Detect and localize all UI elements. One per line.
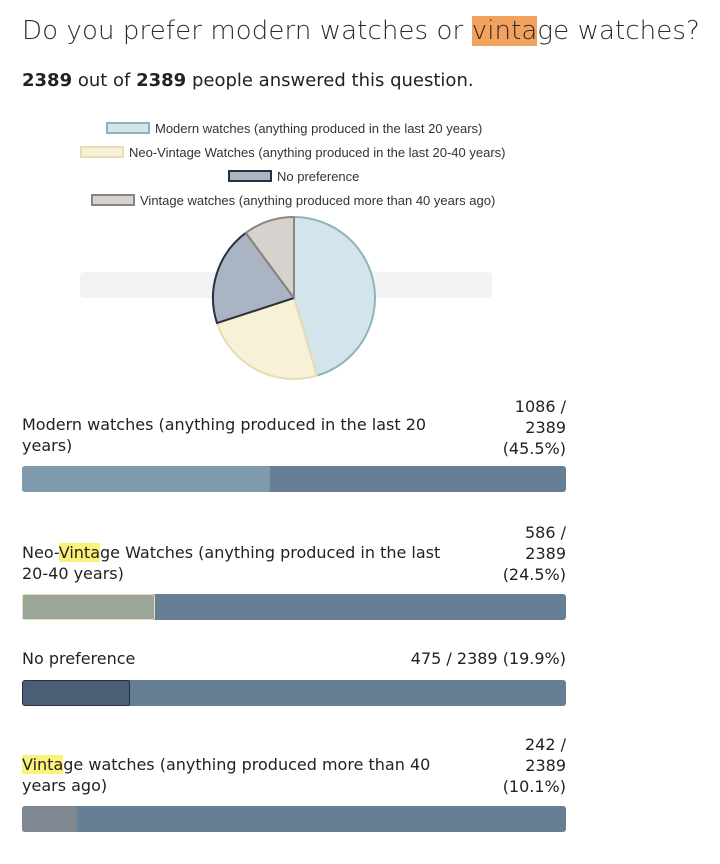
legend-label-neo-vintage: Neo-Vintage Watches (anything produced in the last 20-40 years)	[129, 144, 506, 160]
result-count-line2: 2389	[525, 418, 566, 437]
legend-label-vintage: Vintage watches (anything produced more than 40 years ago)	[140, 192, 496, 208]
result-count-line2: 2389	[525, 756, 566, 775]
result-count-line1: 1086 /	[514, 397, 566, 416]
result-bar-fill-modern	[22, 466, 270, 492]
answered-summary	[22, 70, 474, 91]
result-row-vintage	[22, 734, 566, 834]
answered-suffix: people answered this question.	[186, 70, 474, 91]
question-text-pre: Do you prefer modern watches or	[22, 16, 472, 46]
result-count-line2: 2389	[525, 544, 566, 563]
legend-label-no-preference: No preference	[277, 168, 360, 184]
legend-swatch-no-preference	[228, 170, 272, 182]
result-bar-fill-vintage	[22, 806, 77, 832]
result-label-no-preference: No preference	[22, 649, 136, 668]
result-count-no-preference: 475 / 2389 (19.9%)	[410, 649, 566, 668]
legend-item-modern[interactable]	[106, 119, 482, 137]
question-title	[22, 16, 700, 46]
result-label-line2: 20-40 years)	[22, 564, 124, 583]
question-text-post: ge watches?	[537, 16, 700, 46]
result-label-vintage	[22, 754, 430, 796]
result-label-post: ge Watches (anything produced in the last	[100, 543, 441, 562]
legend-swatch-neo-vintage	[80, 146, 124, 158]
legend-swatch-modern	[106, 122, 150, 134]
result-count-line3: (10.1%)	[502, 777, 566, 796]
result-bar-neo-vintage	[22, 594, 566, 620]
result-label-line2: years ago)	[22, 776, 108, 795]
result-bar-vintage	[22, 806, 566, 832]
search-highlight: vinta	[471, 16, 538, 46]
answered-middle: out of	[72, 70, 137, 91]
result-bar-fill-no-preference	[22, 680, 130, 706]
result-count-line1: 586 /	[524, 523, 566, 542]
search-highlight: Vinta	[58, 543, 100, 562]
result-count-vintage	[503, 734, 566, 797]
result-label-line1	[22, 754, 430, 775]
answered-count: 2389	[22, 70, 73, 91]
result-row-neo-vintage	[22, 522, 566, 622]
result-count-line3: (45.5%)	[502, 439, 566, 458]
result-label-neo-vintage	[22, 542, 440, 584]
result-label-line1: Modern watches (anything produced in the last 20	[22, 415, 427, 434]
legend-swatch-vintage	[91, 194, 135, 206]
legend-item-neo-vintage[interactable]	[80, 143, 506, 161]
result-bar-fill-neo-vintage	[22, 594, 155, 620]
search-highlight: Vinta	[22, 755, 64, 774]
legend-label-modern: Modern watches (anything produced in the last 20 years)	[155, 120, 483, 136]
legend-item-no-preference[interactable]	[228, 167, 359, 185]
answered-total: 2389	[136, 70, 187, 91]
legend-item-vintage[interactable]	[91, 191, 495, 209]
result-label-line1	[22, 542, 440, 563]
result-count-line3: (24.5%)	[502, 565, 566, 584]
result-count-line1: 242 /	[524, 735, 566, 754]
result-bar-no-preference	[22, 680, 566, 706]
result-label-post: ge watches (anything produced more than 40	[63, 755, 431, 774]
result-row-modern	[22, 396, 566, 496]
result-label-line2: years)	[22, 436, 73, 455]
result-label-pre: Neo-	[22, 543, 59, 562]
result-bar-modern	[22, 466, 566, 492]
result-label-modern	[22, 414, 426, 456]
result-count-modern	[503, 396, 566, 459]
result-row-no-preference	[22, 648, 566, 708]
result-count-neo-vintage	[503, 522, 566, 585]
pie-chart	[200, 208, 390, 388]
